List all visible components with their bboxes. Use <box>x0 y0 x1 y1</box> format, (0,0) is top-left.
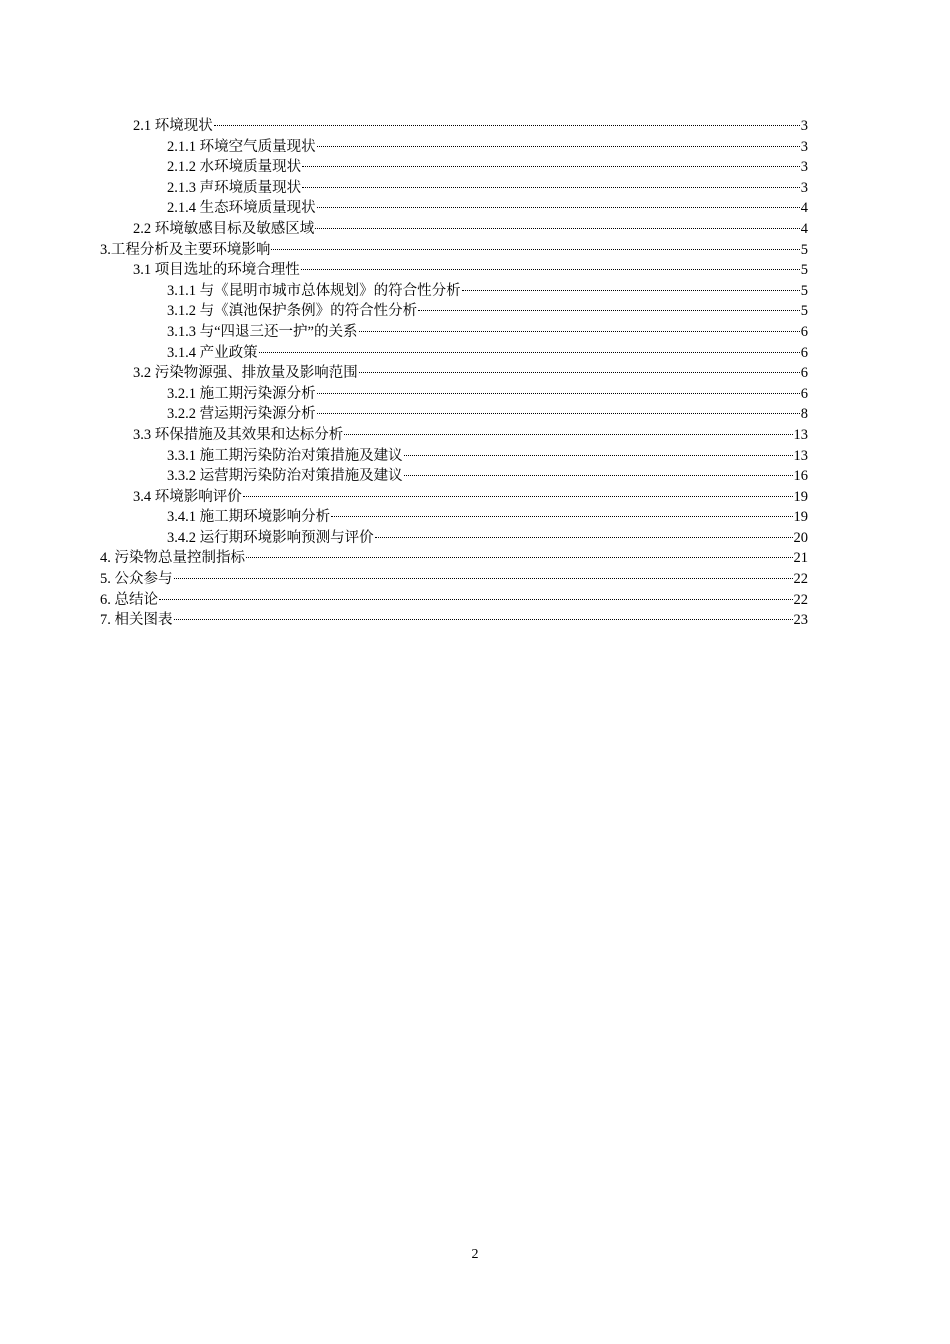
toc-entry[interactable] <box>100 569 808 590</box>
toc-entry-title: 3.2 污染物源强、排放量及影响范围 <box>133 365 358 382</box>
toc-entry-title: 3.4 环境影响评价 <box>133 488 242 505</box>
dot-leader <box>359 372 800 373</box>
toc-entry-title: 3.4.2 运行期环境影响预测与评价 <box>167 529 374 546</box>
toc-entry-title: 2.1 环境现状 <box>133 118 213 134</box>
toc-entry-page: 19 <box>793 509 808 526</box>
dot-leader <box>214 125 800 126</box>
toc-entry[interactable] <box>100 281 808 302</box>
toc-entry-page: 5 <box>800 262 808 279</box>
toc-entry-page: 20 <box>793 529 808 546</box>
dot-leader <box>317 413 800 414</box>
toc-entry-page: 4 <box>800 220 808 237</box>
toc-entry-page: 16 <box>793 468 808 485</box>
toc-entry-title: 3.4.1 施工期环境影响分析 <box>167 509 331 526</box>
toc-entry-title: 3.3.2 运营期污染防治对策措施及建议 <box>167 468 403 485</box>
toc-entry[interactable] <box>100 301 808 322</box>
dot-leader <box>246 557 793 558</box>
toc-entry[interactable] <box>100 466 808 487</box>
toc-entry-page: 8 <box>800 406 808 423</box>
toc-entry[interactable] <box>100 198 808 219</box>
dot-leader <box>404 475 793 476</box>
toc-entry-title: 4. 污染物总量控制指标 <box>100 550 245 567</box>
toc-entry-title: 3.3.1 施工期污染防治对策措施及建议 <box>167 447 403 464</box>
toc-entry-title: 2.1.3 声环境质量现状 <box>167 179 302 196</box>
toc-entry-page: 5 <box>800 303 808 320</box>
toc-entry[interactable] <box>100 157 808 178</box>
dot-leader <box>359 331 800 332</box>
toc-entry[interactable] <box>100 548 808 569</box>
table-of-contents <box>100 116 808 631</box>
toc-entry-page: 5 <box>800 282 808 299</box>
toc-entry-page: 6 <box>800 323 808 340</box>
dot-leader <box>418 310 800 311</box>
toc-entry-title: 2.1.1 环境空气质量现状 <box>167 138 316 155</box>
toc-entry[interactable] <box>100 363 808 384</box>
dot-leader <box>243 496 793 497</box>
dot-leader <box>301 269 800 270</box>
toc-entry-title: 2.1.2 水环境质量现状 <box>167 159 302 176</box>
dot-leader <box>344 434 792 435</box>
toc-entry-title: 3.1.2 与《滇池保护条例》的符合性分析 <box>167 303 418 320</box>
toc-entry-title: 5. 公众参与 <box>100 571 173 588</box>
toc-entry[interactable] <box>100 343 808 364</box>
toc-entry[interactable] <box>100 322 808 343</box>
toc-entry[interactable] <box>100 507 808 528</box>
toc-entry[interactable] <box>100 384 808 405</box>
toc-entry-page: 5 <box>800 241 808 258</box>
dot-leader <box>404 455 793 456</box>
toc-entry-title: 2.2 环境敏感目标及敏感区域 <box>133 220 315 237</box>
dot-leader <box>331 516 792 517</box>
toc-entry-title: 3.3 环保措施及其效果和达标分析 <box>133 426 344 443</box>
toc-entry-title: 3.2.2 营运期污染源分析 <box>167 406 316 423</box>
toc-entry-title: 3.1.4 产业政策 <box>167 344 258 361</box>
toc-entry[interactable] <box>100 116 808 137</box>
toc-entry[interactable] <box>100 446 808 467</box>
toc-entry[interactable] <box>100 425 808 446</box>
toc-entry[interactable] <box>100 260 808 281</box>
dot-leader <box>317 146 800 147</box>
dot-leader <box>302 166 800 167</box>
toc-entry[interactable] <box>100 610 808 631</box>
toc-entry-title: 7. 相关图表 <box>100 612 173 629</box>
toc-entry-page: 3 <box>800 159 808 176</box>
toc-entry-title: 3.工程分析及主要环境影响 <box>100 241 271 258</box>
toc-entry[interactable] <box>100 137 808 158</box>
dot-leader <box>174 578 793 579</box>
toc-entry[interactable] <box>100 590 808 611</box>
toc-entry-page: 19 <box>793 488 808 505</box>
dot-leader <box>317 393 800 394</box>
toc-entry[interactable] <box>100 404 808 425</box>
dot-leader <box>259 352 800 353</box>
toc-entry[interactable] <box>100 178 808 199</box>
dot-leader <box>462 290 800 291</box>
toc-entry-page: 3 <box>800 138 808 155</box>
toc-entry-page: 6 <box>800 365 808 382</box>
dot-leader <box>159 599 793 600</box>
toc-entry-title: 2.1.4 生态环境质量现状 <box>167 200 316 217</box>
toc-entry-page: 6 <box>800 385 808 402</box>
toc-entry-title: 3.2.1 施工期污染源分析 <box>167 385 316 402</box>
toc-entry-title: 3.1.1 与《昆明市城市总体规划》的符合性分析 <box>167 282 461 299</box>
dot-leader <box>317 207 800 208</box>
dot-leader <box>375 537 793 538</box>
toc-entry-title: 3.1 项目选址的环境合理性 <box>133 262 300 279</box>
toc-entry-title: 3.1.3 与“四退三还一护”的关系 <box>167 323 358 340</box>
toc-entry-page: 13 <box>793 447 808 464</box>
dot-leader <box>271 249 799 250</box>
dot-leader <box>174 619 793 620</box>
toc-entry[interactable] <box>100 219 808 240</box>
toc-entry-title: 6. 总结论 <box>100 591 158 608</box>
toc-entry-page: 13 <box>793 426 808 443</box>
toc-entry-page: 22 <box>793 591 808 608</box>
toc-entry-page: 4 <box>800 200 808 217</box>
dot-leader <box>302 187 800 188</box>
toc-entry-page: 21 <box>793 550 808 567</box>
toc-entry-page: 23 <box>793 612 808 629</box>
toc-entry-page: 22 <box>793 571 808 588</box>
toc-entry[interactable] <box>100 487 808 508</box>
toc-entry-page: 3 <box>800 179 808 196</box>
toc-entry-page: 3 <box>800 118 808 134</box>
page-number: 2 <box>471 1247 479 1262</box>
toc-entry[interactable] <box>100 528 808 549</box>
toc-entry-page: 6 <box>800 344 808 361</box>
dot-leader <box>315 228 800 229</box>
toc-entry[interactable] <box>100 240 808 261</box>
